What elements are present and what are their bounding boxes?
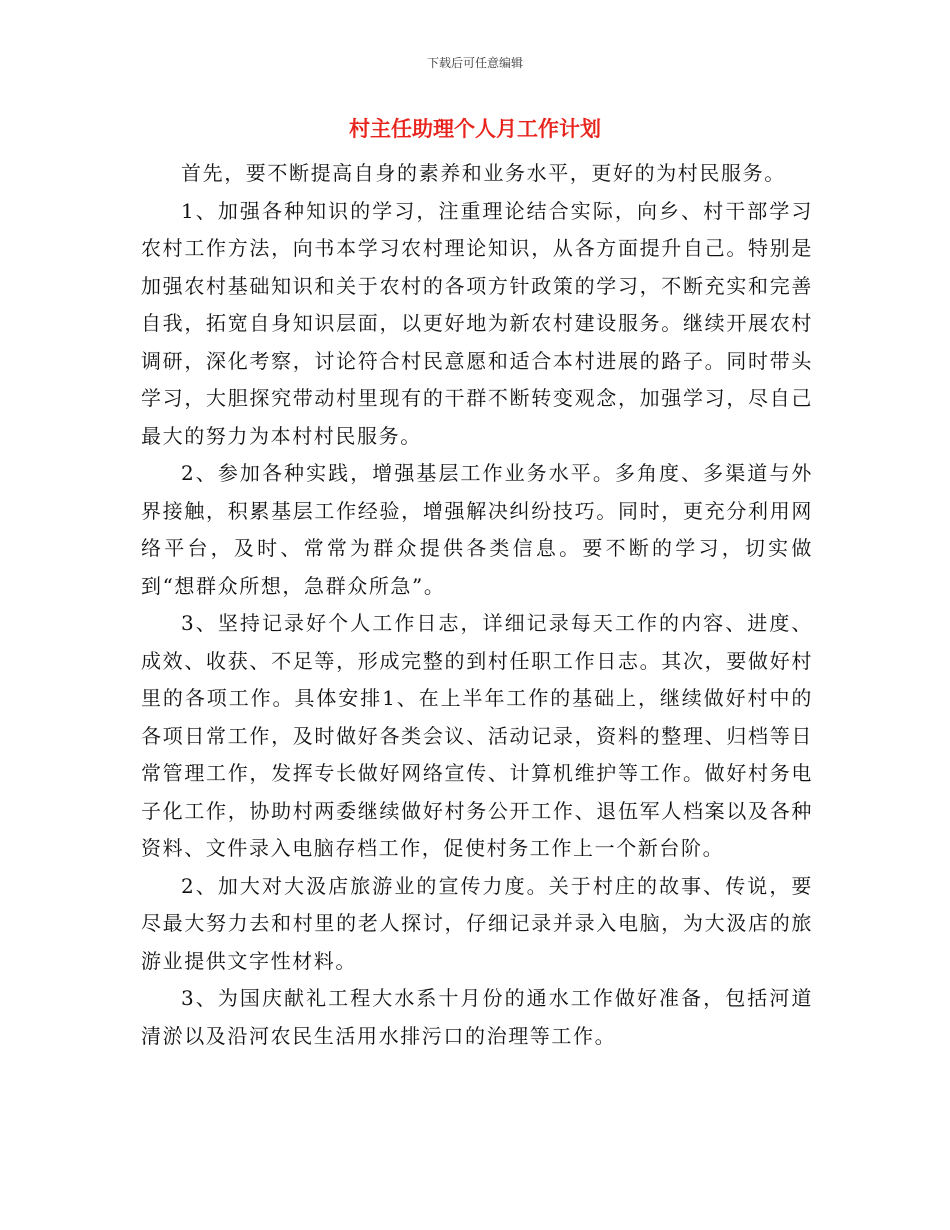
paragraph-item-2-tourism: 2、加大对大汲店旅游业的宣传力度。关于村庄的故事、传说，要尽最大努力去和村里的老人探讨，仔细记录并录入电脑，为大汲店的旅游业提供文字性材料。 <box>141 873 813 973</box>
paragraph-item-2-practice: 2、参加各种实践，增强基层工作业务水平。多角度、多渠道与外界接触，积累基层工作经验，增强解决纠纷技巧。同时，更充分利用网络平台，及时、常常为群众提供各类信息。要不断的学习，切实做到“想群众所想，急群众所急”。 <box>141 461 813 598</box>
paragraph-item-1-study: 1、加强各种知识的学习，注重理论结合实际，向乡、村干部学习农村工作方法，向书本学习农村理论知识，从各方面提升自己。特别是加强农村基础知识和关于农村的各项方针政策的学习，不断充实和完善自我，拓宽自身知识层面，以更好地为新农村建设服务。继续开展农村调研，深化考察，讨论符合村民意愿和适合本村进展的路子。同时带头学习，大胆探究带动村里现有的干群不断转变观念，加强学习，尽自己最大的努力为本村村民服务。 <box>141 198 813 448</box>
document-title: 村主任助理个人月工作计划 <box>349 117 601 141</box>
paragraph-intro: 首先，要不断提高自身的素养和业务水平，更好的为村民服务。 <box>181 161 786 185</box>
document-body <box>141 155 813 1055</box>
header-note: 下载后可任意编辑 <box>426 56 523 70</box>
paragraph-item-3-water-system: 3、为国庆献礼工程大水系十月份的通水工作做好准备，包括河道清淤以及沿河农民生活用水排污口的治理等工作。 <box>141 986 813 1048</box>
paragraph-item-3-work-log: 3、坚持记录好个人工作日志，详细记录每天工作的内容、进度、成效、收获、不足等，形成完整的到村任职工作日志。其次，要做好村里的各项工作。具体安排1、在上半年工作的基础上，继续做好村中的各项日常工作，及时做好各类会议、活动记录，资料的整理、归档等日常管理工作，发挥专长做好网络宣传、计算机维护等工作。做好村务电子化工作，协助村两委继续做好村务公开工作、退伍军人档案以及各种资料、文件录入电脑存档工作，促使村务工作上一个新台阶。 <box>141 611 813 860</box>
